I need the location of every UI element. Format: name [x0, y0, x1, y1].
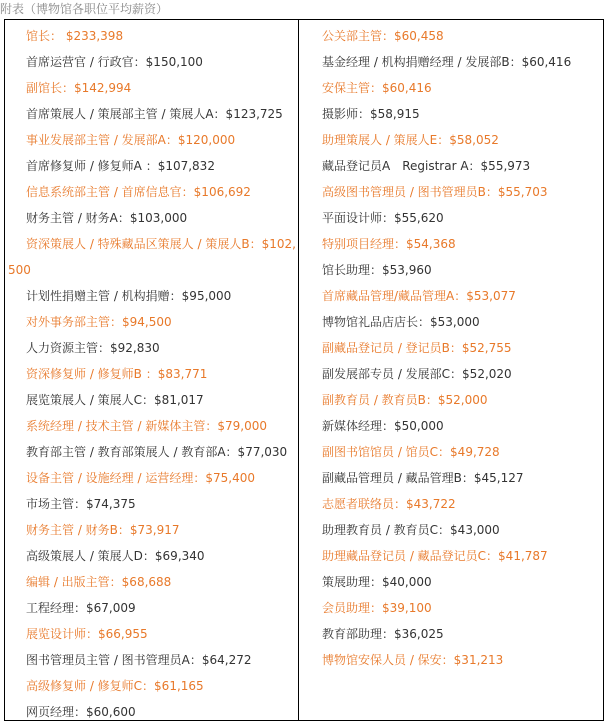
salary-entry: 助理教育员 / 教育员C：$43,000 — [322, 523, 500, 537]
salary-entry: 系统经理 / 技术主管 / 新媒体主管：$79,000 — [26, 419, 267, 433]
salary-entry: 高级策展人 / 策展人D：$69,340 — [26, 549, 205, 563]
salary-entry: 图书管理员主管 / 图书管理员A：$64,272 — [26, 653, 252, 667]
salary-entry: 资深策展人 / 特殊藏品区策展人 / 策展人B：$102,500 — [8, 237, 296, 277]
salary-entry: 展览设计师：$66,955 — [26, 627, 148, 641]
salary-entry: 展览策展人 / 策展人C：$81,017 — [26, 393, 204, 407]
salary-entry: 网页经理：$60,600 — [26, 705, 136, 719]
salary-entry: 人力资源主管：$92,830 — [26, 341, 160, 355]
salary-entry: 公关部主管：$60,458 — [322, 29, 444, 43]
right-salary-column — [304, 23, 600, 673]
salary-entry: 基金经理 / 机构捐赠经理 / 发展部B：$60,416 — [322, 55, 572, 69]
salary-entry: 摄影师：$58,915 — [322, 107, 420, 121]
salary-entry: 策展助理：$40,000 — [322, 575, 432, 589]
salary-entry: 副教育员 / 教育员B：$52,000 — [322, 393, 488, 407]
salary-entry: 副馆长：$142,994 — [26, 81, 132, 95]
salary-entry: 副发展部专员 / 发展部C：$52,020 — [322, 367, 512, 381]
salary-entry: 财务主管 / 财务A：$103,000 — [26, 211, 188, 225]
salary-entry: 助理藏品登记员 / 藏品登记员C：$41,787 — [322, 549, 548, 563]
salary-entry: 志愿者联络员：$43,722 — [322, 497, 456, 511]
salary-entry: 市场主管：$74,375 — [26, 497, 136, 511]
column-divider — [298, 19, 299, 721]
salary-entry: 计划性捐赠主管 / 机构捐赠：$95,000 — [26, 289, 232, 303]
salary-entry: 助理策展人 / 策展人E：$58,052 — [322, 133, 499, 147]
salary-entry: 会员助理：$39,100 — [322, 601, 432, 615]
salary-entry: 博物馆礼品店店长：$53,000 — [322, 315, 480, 329]
salary-entry: 高级图书管理员 / 图书管理员B：$55,703 — [322, 185, 548, 199]
salary-entry: 首席运营官 / 行政官：$150,100 — [26, 55, 203, 69]
salary-entry: 新媒体经理：$50,000 — [322, 419, 444, 433]
salary-entry: 首席藏品管理/藏品管理A：$53,077 — [322, 289, 516, 303]
salary-entry: 藏品登记员A Registrar A：$55,973 — [322, 159, 531, 173]
salary-entry: 副藏品登记员 / 登记员B：$52,755 — [322, 341, 512, 355]
left-salary-column — [8, 23, 296, 725]
salary-entry: 事业发展部主管 / 发展部A：$120,000 — [26, 133, 236, 147]
salary-entry: 馆长： $233,398 — [26, 29, 124, 43]
salary-entry: 平面设计师：$55,620 — [322, 211, 444, 225]
salary-entry: 首席修复师 / 修复师A ：$107,832 — [26, 159, 215, 173]
salary-entry: 首席策展人 / 策展部主管 / 策展人A：$123,725 — [26, 107, 283, 121]
salary-entry: 财务主管 / 财务B：$73,917 — [26, 523, 180, 537]
salary-entry: 信息系统部主管 / 首席信息官：$106,692 — [26, 185, 251, 199]
salary-entry: 安保主管：$60,416 — [322, 81, 432, 95]
salary-entry: 特别项目经理：$54,368 — [322, 237, 456, 251]
salary-entry: 编辑 / 出版主管：$68,688 — [26, 575, 172, 589]
salary-entry: 博物馆安保人员 / 保安：$31,213 — [322, 653, 504, 667]
salary-entry: 馆长助理：$53,960 — [322, 263, 432, 277]
salary-entry: 副藏品管理员 / 藏品管理B：$45,127 — [322, 471, 524, 485]
salary-entry: 教育部助理：$36,025 — [322, 627, 444, 641]
salary-entry: 副图书馆馆员 / 馆员C：$49,728 — [322, 445, 500, 459]
salary-entry: 资深修复师 / 修复师B ：$83,771 — [26, 367, 208, 381]
salary-entry: 高级修复师 / 修复师C：$61,165 — [26, 679, 204, 693]
salary-entry: 设备主管 / 设施经理 / 运营经理：$75,400 — [26, 471, 255, 485]
salary-entry: 对外事务部主管：$94,500 — [26, 315, 172, 329]
table-caption: 附表（博物馆各职位平均薪资） — [0, 2, 169, 16]
salary-entry: 工程经理：$67,009 — [26, 601, 136, 615]
salary-entry: 教育部主管 / 教育部策展人 / 教育部A：$77,030 — [26, 445, 288, 459]
